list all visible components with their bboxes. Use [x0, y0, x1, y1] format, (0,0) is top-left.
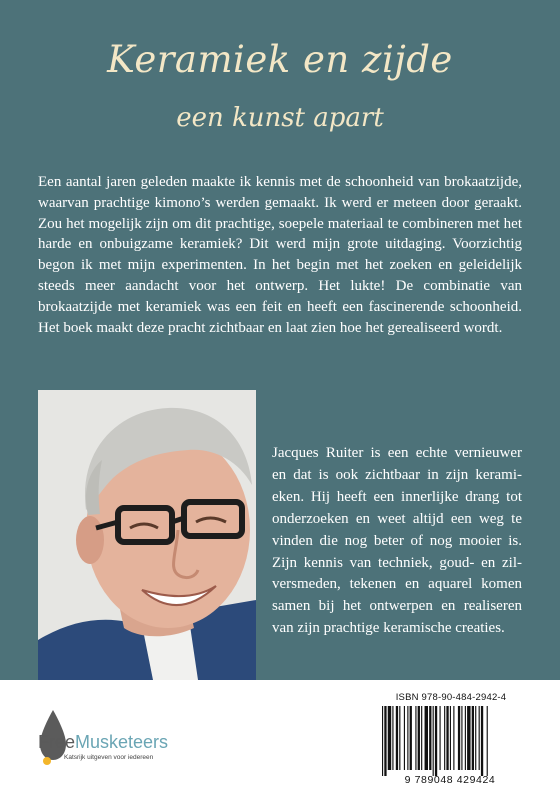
barcode-number: 9 789048 429424	[404, 774, 496, 786]
barcode-bar	[461, 706, 462, 770]
publisher-tagline: Katsrijk uitgeven voor iedereen	[64, 754, 154, 761]
barcode-bar	[429, 706, 431, 770]
barcode-bar	[384, 706, 386, 776]
barcode-bar	[388, 706, 391, 770]
publisher-name-musketeers: Musketeers	[75, 732, 169, 752]
barcode-bar	[421, 706, 422, 770]
barcode-bar	[410, 706, 412, 770]
barcode-bar	[425, 706, 428, 770]
barcode-bar	[444, 706, 445, 770]
publisher-logo	[38, 708, 188, 778]
barcode-bar	[465, 706, 466, 770]
barcode-bar	[435, 706, 437, 776]
book-subtitle: een kunst apart	[176, 103, 384, 133]
isbn-label: ISBN 978-90-484-2942-4	[395, 692, 507, 703]
barcode-bar	[472, 706, 474, 770]
barcode-bar	[382, 706, 383, 776]
barcode-bar	[479, 706, 480, 770]
barcode-bar	[392, 706, 393, 770]
barcode-bar	[396, 706, 398, 770]
barcode-bar	[450, 706, 451, 770]
author-portrait-image	[38, 390, 256, 680]
barcode-bar	[487, 706, 488, 776]
barcode-bar	[433, 706, 434, 776]
barcode-image	[378, 706, 524, 776]
barcode-bar	[446, 706, 448, 770]
publisher-name-free: Free	[38, 732, 76, 752]
barcode-bar	[407, 706, 408, 770]
author-photo	[38, 390, 256, 680]
book-title: Keramiek en zijde	[107, 38, 453, 81]
author-bio: Jacques Ruiter is een echte vernieuwer en dat is ook zichtbaar in zijn keramieken. Hij heeft een innerlijke drang tot onderzoeken en weet altijd een weg te vinden die nog beter of nog mooier is. Zijn kennis van techniek, goud- en zilversmeden, tekenen en aquarel komen samen bij het ontwerpen en realiseren van zijn prachtige keramische creaties.	[272, 445, 522, 637]
book-blurb: Een aantal jaren geleden maakte ik kennis met de schoonheid van brokaatzijde, waarvan prachtige kimono’s werden gemaakt. Ik werd er meteen door geraakt. Zou het mogelijk zijn om dit prachtige, soepele materiaal te combineren met het harde en onbuigzame keramiek? Dit werd mijn grote uitdaging. Voorzichtig begon ik met mijn experimenten. In het begin met het zoeken en geleidelijk steeds meer aandacht voor het ontwerp. Het lukte! De combinatie van brokaatzijde met keramiek was een feit en heeft een fascinerende schoonheid. Het boek maakt deze pracht zichtbaar en laat zien hoe het gerealiseerd wordt.	[38, 174, 522, 336]
barcode-bar	[415, 706, 416, 770]
barcode-bar	[404, 706, 405, 770]
barcode-bar	[467, 706, 470, 770]
barcode-bar	[458, 706, 460, 770]
barcode-bar	[399, 706, 400, 770]
barcode-bar	[440, 706, 441, 770]
barcode-bar	[453, 706, 454, 770]
barcode-bar	[475, 706, 476, 770]
barcode-area	[378, 690, 524, 786]
barcode-bar	[418, 706, 420, 770]
barcode-bar	[481, 706, 483, 776]
publisher-name	[38, 732, 168, 753]
